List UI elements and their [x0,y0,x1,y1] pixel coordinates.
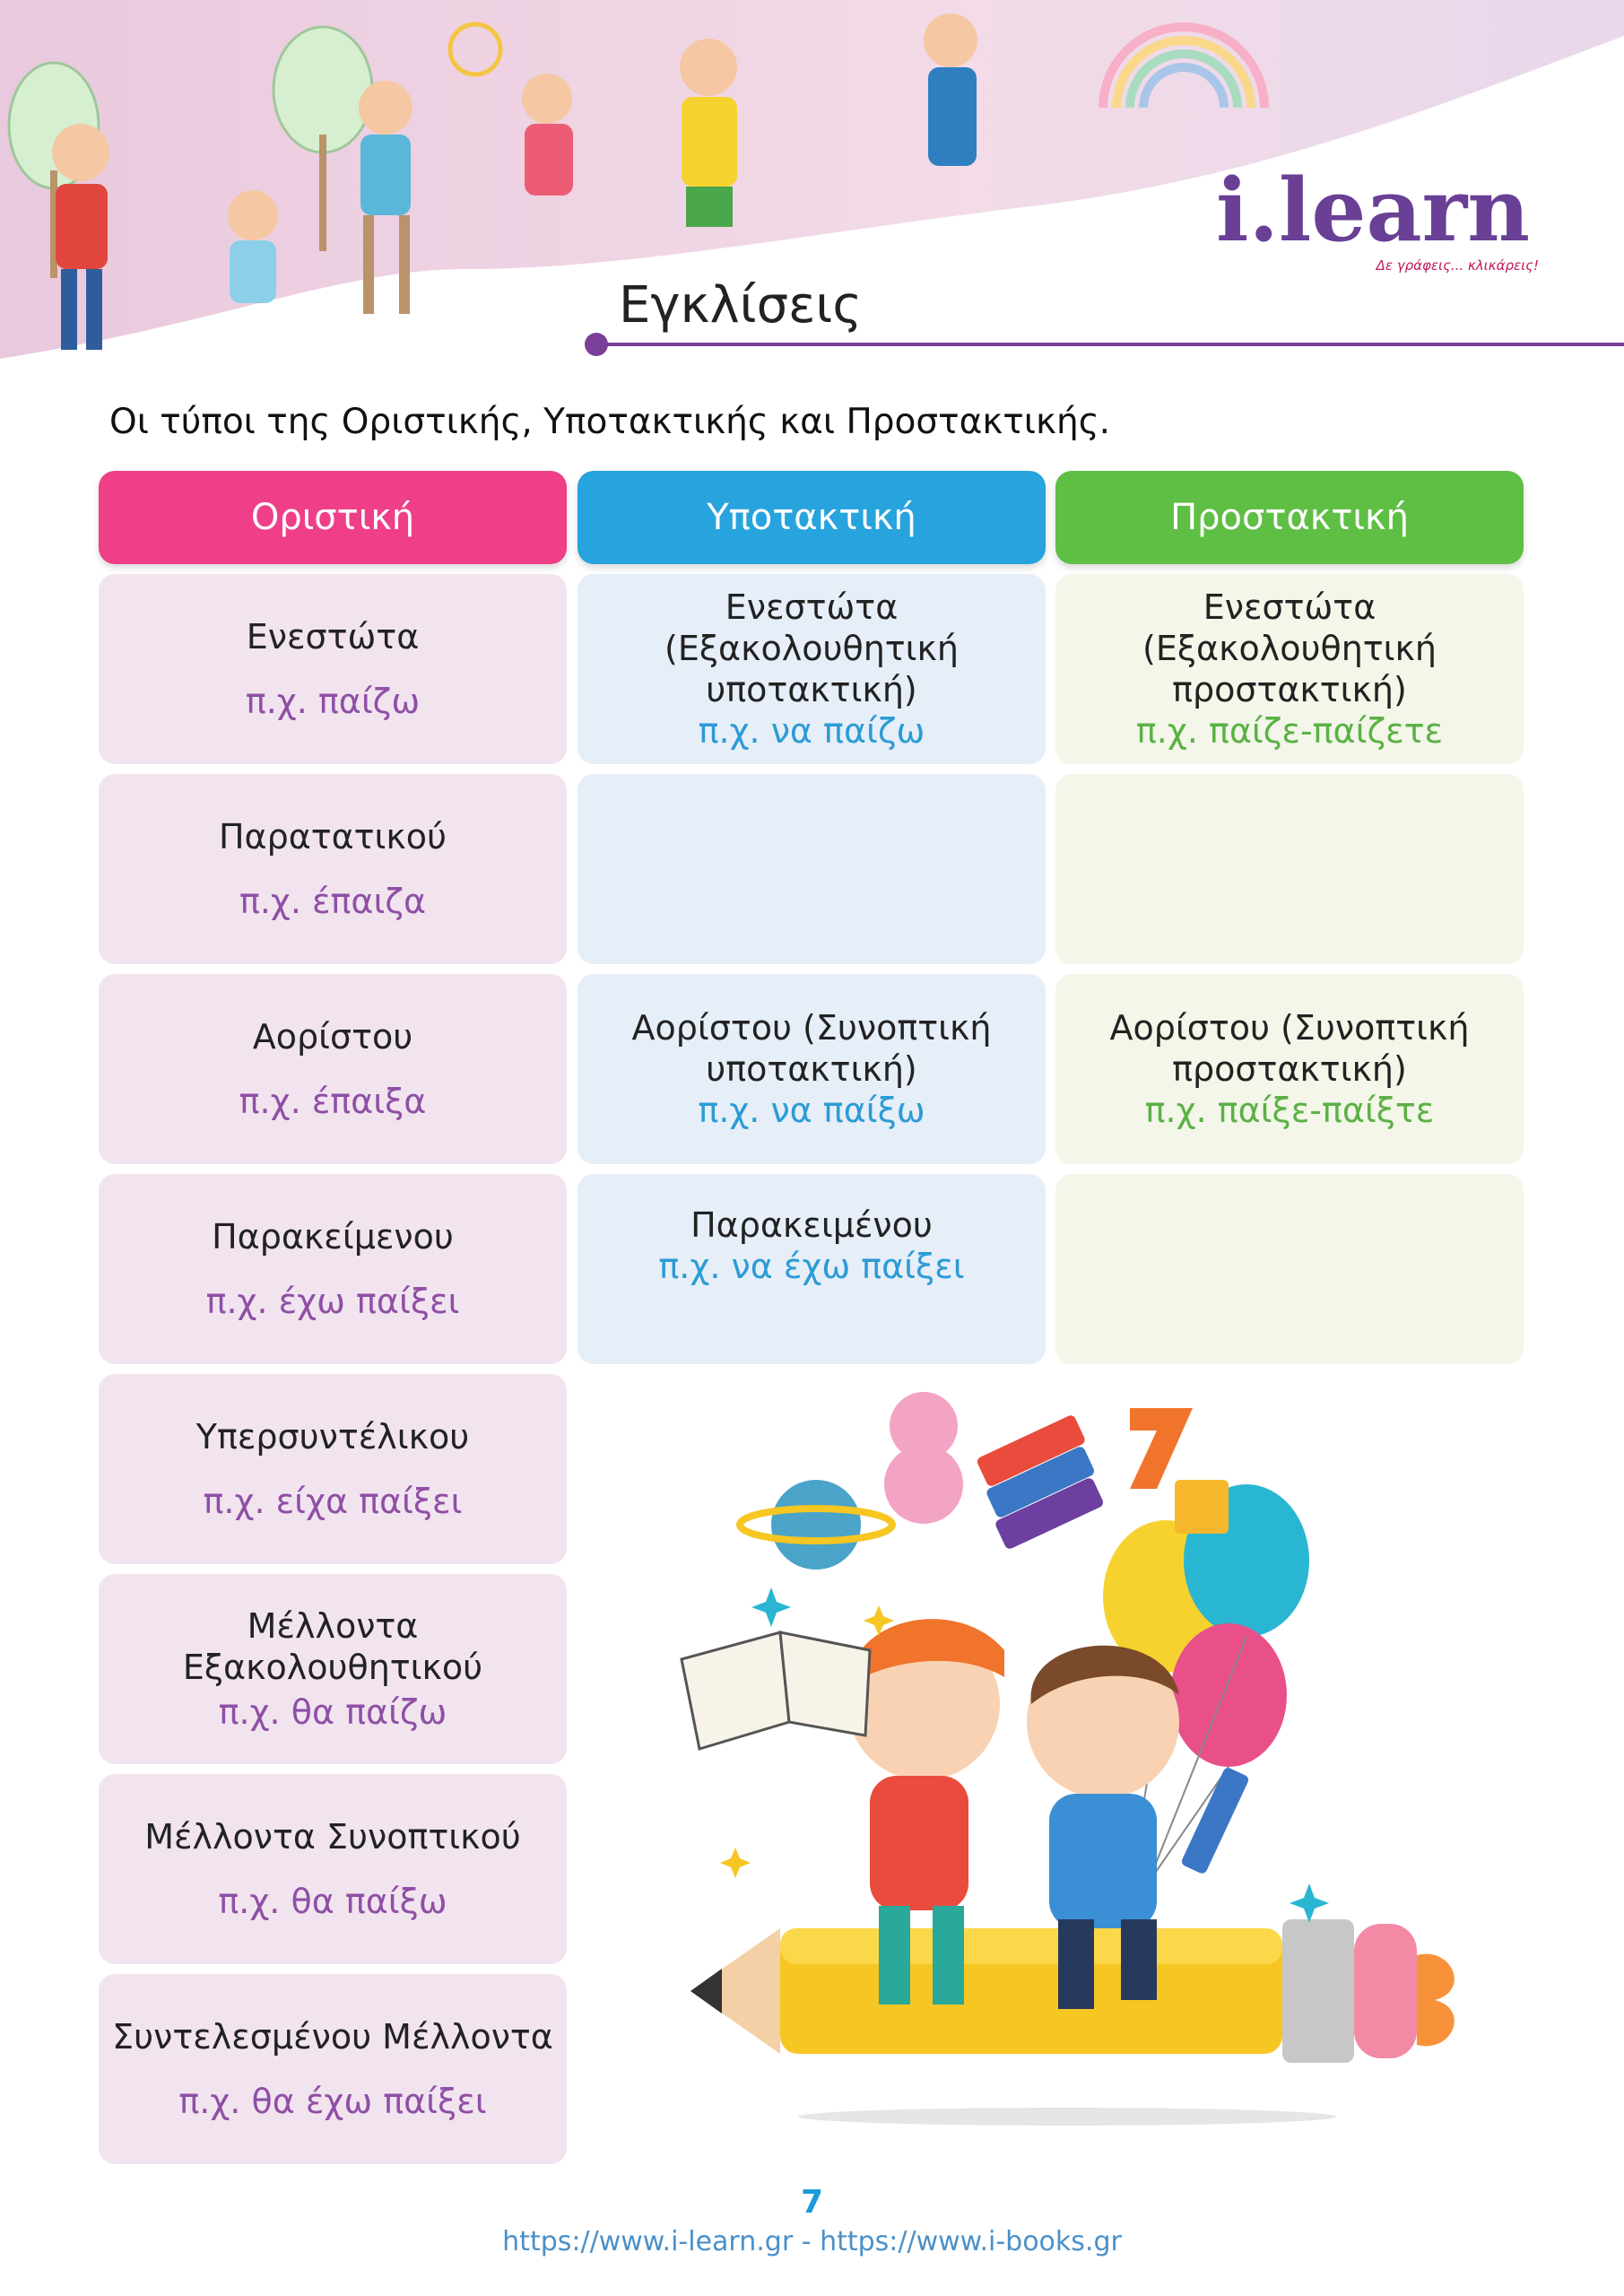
table-cell-prostaktiki-ενεστωτα [1055,574,1524,764]
table-cell-empty [1055,774,1524,964]
tense-label: Ενεστώτα (Εξακολουθητική προστακτική) [1142,587,1437,709]
table-cell-oristiki-παρακειμενου [99,1174,567,1364]
tense-label: Ενεστώτα (Εξακολουθητική υποτακτική) [664,587,959,709]
footer-links[interactable]: https://www.i-learn.gr - https://www.i-books.gr [502,2226,1122,2257]
page-title: Εγκλίσεις [619,276,863,335]
table-cell-empty [578,774,1046,964]
table-cell-ypotaktiki-αοριστου [578,974,1046,1164]
tense-label: Αορίστου (Συνοπτική υποτακτική) [631,1008,992,1089]
tense-example: π.χ. να παίξω [698,1091,925,1130]
table-cell-oristiki-μελλοντα-συνοπτικου [99,1774,567,1964]
table-cell-oristiki-αοριστου [99,974,567,1164]
intro-text: Οι τύποι της Οριστικής, Υποτακτικής και Προστακτικής. [109,402,1110,442]
tense-label: Μέλλοντα Εξακολουθητικού [182,1606,483,1687]
column-header-oristiki: Οριστική [99,471,567,564]
kids-on-pencil-illustration [664,1381,1471,2144]
tense-example: π.χ. έπαιξα [239,1082,427,1121]
tense-example: π.χ. παίζω [245,682,421,721]
table-cell-ypotaktiki-παρακειμενου [578,1174,1046,1364]
table-cell-empty [1055,1174,1524,1364]
tense-label: Παρακείμενου [212,1217,454,1257]
table-cell-oristiki-παρατατικου [99,774,567,964]
tense-label: Αορίστου (Συνοπτική προστακτική) [1109,1008,1470,1089]
tense-label: Ενεστώτα [246,617,420,657]
table-cell-ypotaktiki-ενεστωτα [578,574,1046,764]
tense-example: π.χ. θα παίξω [218,1882,447,1921]
tense-example: π.χ. είχα παίξει [203,1482,463,1521]
table-cell-prostaktiki-αοριστου [1055,974,1524,1164]
tense-example: π.χ. έπαιζα [239,882,427,921]
table-cell-oristiki-μελλοντα-εξακολουθητικου [99,1574,567,1764]
tense-label: Παρακειμένου [690,1205,933,1245]
title-underline [587,343,1624,346]
tense-example: π.χ. θα παίζω [218,1692,447,1732]
tense-example: π.χ. παίζε-παίζετε [1135,711,1444,751]
table-cell-oristiki-υπερσυντελικου [99,1374,567,1564]
logo-tagline: Δε γράφεις... κλικάρεις! [1376,257,1539,274]
tense-example: π.χ. παίξε-παίξτε [1144,1091,1435,1130]
page-number: 7 [800,2184,824,2221]
logo-text: i.learn [1216,160,1531,261]
tense-label: Μέλλοντα Συνοπτικού [144,1817,521,1857]
logo-wordmark [1216,160,1539,261]
column-header-prostaktiki: Προστακτική [1055,471,1524,564]
tense-example: π.χ. να έχω παίξει [658,1247,965,1286]
tense-example: π.χ. θα έχω παίξει [178,2082,487,2121]
title-bullet [585,333,608,356]
column-header-ypotaktiki: Υποτακτική [578,471,1046,564]
tense-example: π.χ. να παίζω [698,711,925,751]
tense-label: Αορίστου [252,1017,413,1057]
tense-label: Υπερσυντέλικου [195,1417,470,1457]
table-cell-oristiki-συντελεσμενου-μελλοντα [99,1974,567,2164]
tense-label: Παρατατικού [218,817,447,857]
table-cell-oristiki-ενεστωτα [99,574,567,764]
ilearn-logo [1216,160,1539,274]
tense-label: Συντελεσμένου Μέλλοντα [112,2017,553,2057]
tense-example: π.χ. έχω παίξει [205,1282,460,1321]
